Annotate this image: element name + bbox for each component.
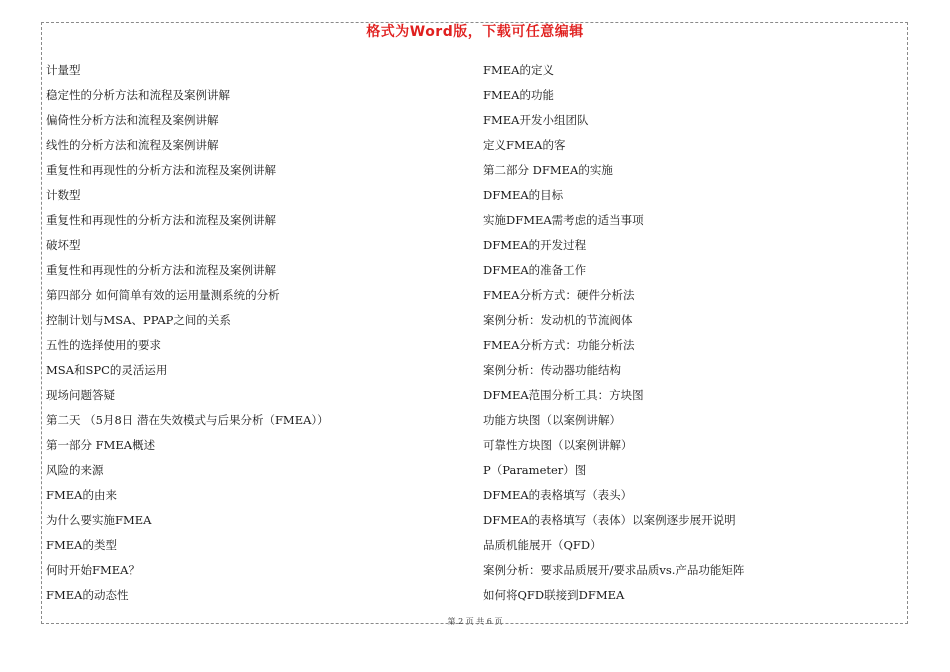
list-item: 计量型 [46, 63, 81, 77]
list-item: 线性的分析方法和流程及案例讲解 [46, 138, 219, 152]
list-item: 如何将QFD联接到DFMEA [483, 588, 625, 602]
list-item: FMEA的功能 [483, 88, 554, 102]
list-item: 破坏型 [46, 238, 81, 252]
list-item: 品质机能展开（QFD） [483, 538, 602, 552]
list-item: DFMEA的表格填写（表体）以案例逐步展开说明 [483, 513, 736, 527]
list-item: FMEA开发小组团队 [483, 113, 589, 127]
list-item: DFMEA的开发过程 [483, 238, 587, 252]
left-column [46, 60, 466, 610]
list-item: 功能方块图（以案例讲解） [483, 413, 621, 427]
list-item: FMEA的动态性 [46, 588, 129, 602]
list-item: 控制计划与MSA、PPAP之间的关系 [46, 313, 231, 327]
list-item: 计数型 [46, 188, 81, 202]
list-item: 第四部分 如何简单有效的运用量测系统的分析 [46, 288, 280, 302]
list-item: 风险的来源 [46, 463, 104, 477]
list-item: FMEA分析方式：功能分析法 [483, 338, 635, 352]
list-item: 重复性和再现性的分析方法和流程及案例讲解 [46, 213, 276, 227]
page-number: 第 2 页 共 6 页 [447, 617, 503, 626]
list-item: DFMEA的准备工作 [483, 263, 587, 277]
list-item: 案例分析：发动机的节流阀体 [483, 313, 633, 327]
list-item: 案例分析：传动器功能结构 [483, 363, 621, 377]
list-item: FMEA的由来 [46, 488, 117, 502]
list-item: FMEA的类型 [46, 538, 117, 552]
list-item: 何时开始FMEA？ [46, 563, 140, 577]
list-item: 五性的选择使用的要求 [46, 338, 161, 352]
list-item: P（Parameter）图 [483, 463, 587, 477]
list-item: DFMEA的目标 [483, 188, 564, 202]
format-banner: 格式为Word版，下载可任意编辑 [366, 24, 584, 40]
list-item: FMEA的定义 [483, 63, 554, 77]
list-item: 案例分析：要求品质展开/要求品质vs.产品功能矩阵 [483, 563, 745, 577]
list-item: 第一部分 FMEA概述 [46, 438, 156, 452]
list-item: 偏倚性分析方法和流程及案例讲解 [46, 113, 219, 127]
list-item: DFMEA范围分析工具：方块图 [483, 388, 644, 402]
list-item: 为什么要实施FMEA [46, 513, 152, 527]
list-item: MSA和SPC的灵活运用 [46, 363, 168, 377]
list-item: 可靠性方块图（以案例讲解） [483, 438, 633, 452]
list-item: 第二部分 DFMEA的实施 [483, 163, 613, 177]
right-column [483, 60, 903, 610]
list-item: 实施DFMEA需考虑的适当事项 [483, 213, 644, 227]
list-item: 稳定性的分析方法和流程及案例讲解 [46, 88, 230, 102]
list-item: 第二天 （5月8日 潜在失效模式与后果分析（FMEA）） [46, 413, 329, 427]
list-item: 现场问题答疑 [46, 388, 115, 402]
list-item: FMEA分析方式：硬件分析法 [483, 288, 635, 302]
list-item: DFMEA的表格填写（表头） [483, 488, 633, 502]
list-item: 重复性和再现性的分析方法和流程及案例讲解 [46, 263, 276, 277]
list-item: 重复性和再现性的分析方法和流程及案例讲解 [46, 163, 276, 177]
list-item: 定义FMEA的客 [483, 138, 566, 152]
